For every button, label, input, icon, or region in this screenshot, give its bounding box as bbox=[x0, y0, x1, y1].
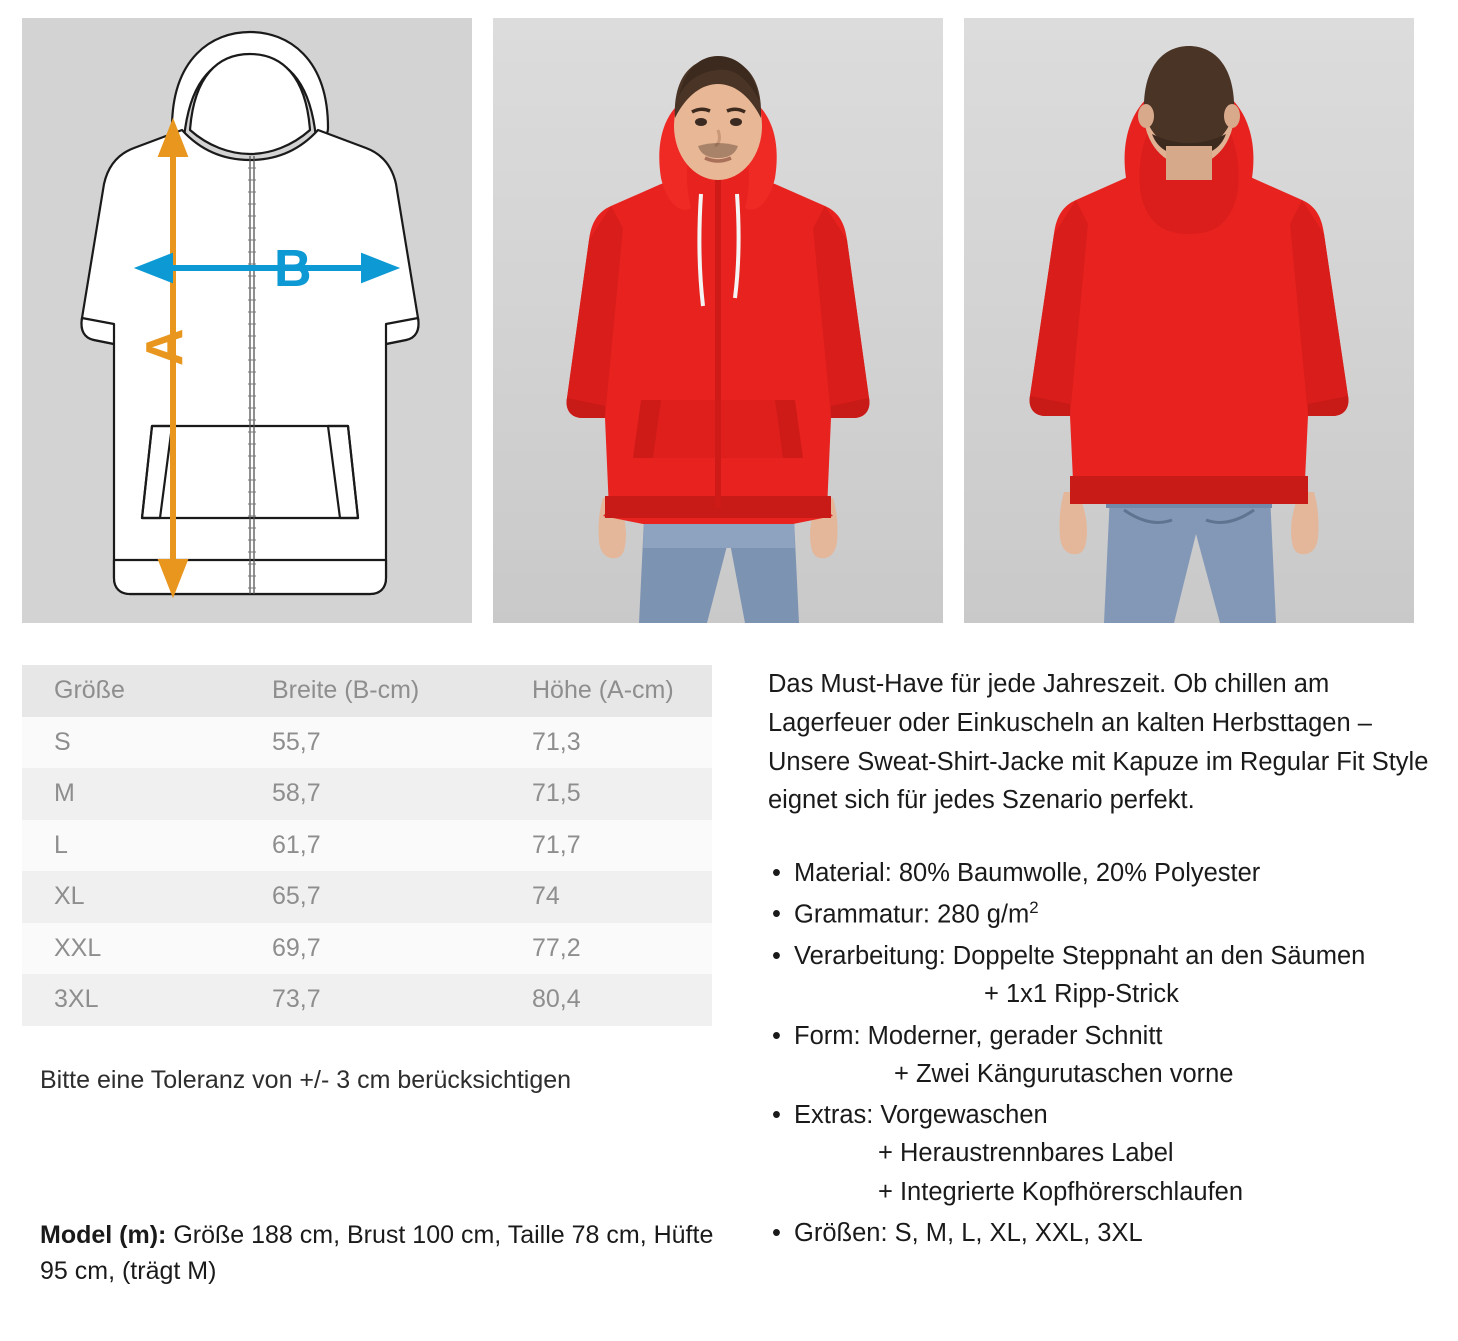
list-item bbox=[768, 1096, 1436, 1211]
cell-size: M bbox=[54, 779, 75, 807]
model-back-photo bbox=[964, 18, 1414, 623]
list-item bbox=[768, 937, 1436, 1014]
cell-size: XXL bbox=[54, 933, 102, 962]
hoodie-technical-drawing-icon bbox=[22, 18, 472, 623]
feature-subtext: + 1x1 Ripp-Strick bbox=[984, 980, 1179, 1009]
tolerance-note: Bitte eine Toleranz von +/- 3 cm berücksichtigen bbox=[40, 1065, 572, 1094]
size-table bbox=[22, 665, 712, 1026]
product-image-row bbox=[0, 0, 1458, 623]
size-chart-column bbox=[22, 665, 732, 1289]
description-column bbox=[732, 665, 1436, 1289]
cell-width: 73,7 bbox=[272, 985, 321, 1013]
model-note-text: Größe 188 cm, Brust 100 cm, Taille 78 cm, Hüfte 95 cm, (trägt M) bbox=[40, 1220, 714, 1285]
feature-subtext-2: + Integrierte Kopfhörerschlaufen bbox=[878, 1177, 1244, 1206]
cell-size: 3XL bbox=[54, 985, 99, 1013]
model-front-illustration bbox=[493, 18, 943, 623]
col-header-height: Höhe (A-cm) bbox=[532, 676, 674, 704]
cell-size: XL bbox=[54, 882, 85, 910]
lower-content bbox=[0, 623, 1458, 1289]
cell-width: 61,7 bbox=[272, 830, 321, 859]
cell-width: 69,7 bbox=[272, 933, 321, 962]
feature-superscript: 2 bbox=[1029, 898, 1039, 918]
cell-height: 74 bbox=[532, 882, 560, 910]
table-row bbox=[22, 820, 712, 872]
model-note bbox=[40, 1217, 732, 1290]
height-label: A bbox=[136, 328, 194, 366]
cell-height: 77,2 bbox=[532, 933, 581, 962]
table-row bbox=[22, 871, 712, 923]
model-note-label: Model (m): bbox=[40, 1220, 167, 1249]
cell-height: 71,3 bbox=[532, 727, 581, 756]
cell-width: 58,7 bbox=[272, 779, 321, 807]
cell-height: 71,7 bbox=[532, 830, 581, 859]
technical-drawing-card bbox=[22, 18, 472, 623]
table-row bbox=[22, 768, 712, 820]
col-header-size: Größe bbox=[54, 676, 125, 704]
cell-width: 65,7 bbox=[272, 882, 321, 910]
table-row bbox=[22, 717, 712, 769]
feature-text: Verarbeitung: Doppelte Steppnaht an den Säumen bbox=[794, 942, 1366, 970]
list-item bbox=[768, 854, 1436, 892]
model-back-illustration bbox=[964, 18, 1414, 623]
model-front-photo bbox=[493, 18, 943, 623]
list-item bbox=[768, 1214, 1436, 1252]
feature-text: Größen: S, M, L, XL, XXL, 3XL bbox=[794, 1218, 1143, 1247]
cell-size: S bbox=[54, 727, 71, 756]
cell-height: 71,5 bbox=[532, 779, 581, 807]
list-item bbox=[768, 1017, 1436, 1094]
cell-size: L bbox=[54, 830, 68, 859]
feature-text: Form: Moderner, gerader Schnitt bbox=[794, 1021, 1163, 1050]
feature-subtext: + Heraustrennbares Label bbox=[878, 1139, 1174, 1168]
feature-text: Extras: Vorgewaschen bbox=[794, 1101, 1048, 1129]
feature-text: Grammatur: 280 g/m bbox=[794, 900, 1030, 929]
width-label: B bbox=[274, 240, 312, 298]
col-header-width: Breite (B-cm) bbox=[272, 676, 420, 704]
cell-height: 80,4 bbox=[532, 985, 581, 1013]
list-item bbox=[768, 895, 1436, 934]
feature-list bbox=[768, 854, 1436, 1252]
feature-text: Material: 80% Baumwolle, 20% Polyester bbox=[794, 859, 1261, 887]
table-header-row bbox=[22, 665, 712, 717]
description-intro: Das Must-Have für jede Jahreszeit. Ob chillen am Lagerfeuer oder Einkuscheln an kalten Herbsttagen – Unsere Sweat-Shirt-Jacke mit Kapuze im Regular Fit Style eignet sich für jedes Szenario perfekt. bbox=[768, 670, 1429, 815]
table-row bbox=[22, 974, 712, 1026]
cell-width: 55,7 bbox=[272, 727, 321, 756]
table-row bbox=[22, 923, 712, 975]
feature-subtext: + Zwei Kängurutaschen vorne bbox=[894, 1059, 1234, 1088]
